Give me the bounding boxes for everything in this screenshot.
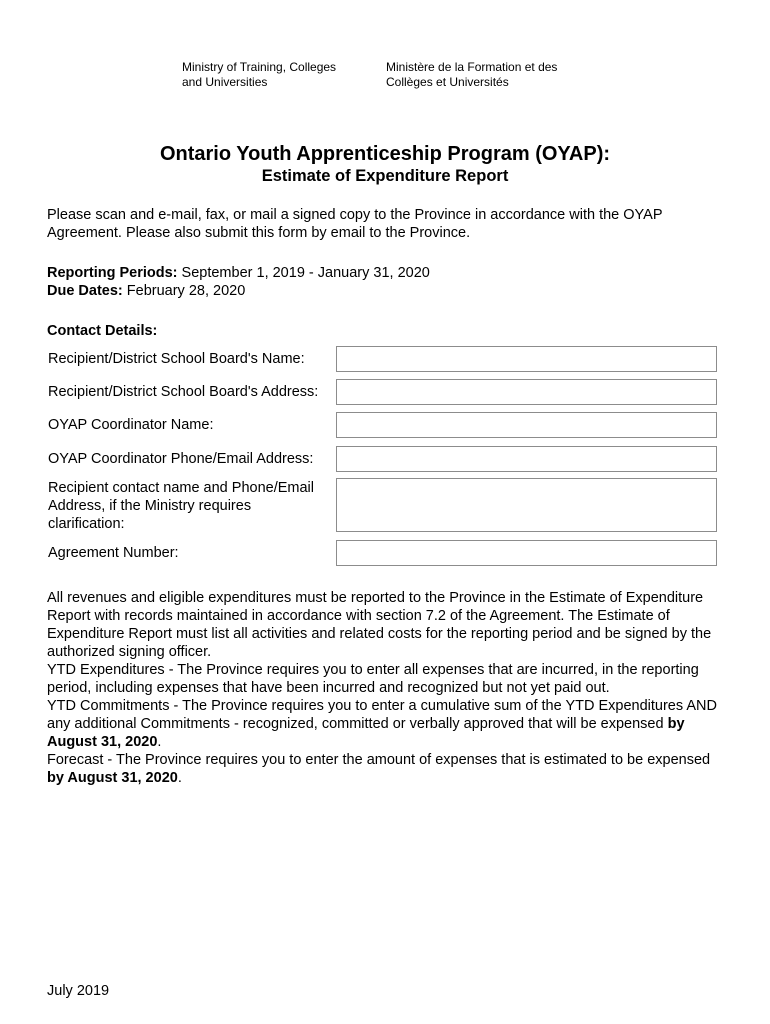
recipient-name-field[interactable] (336, 346, 717, 372)
due-dates-label: Due Dates: (47, 283, 123, 299)
ytd-commitments-text: YTD Commitments - The Province requires you to enter a cumulative sum of the YTD Expenditures AND any additional Commitments - recognized, committed or verbally approved that will be expensed (47, 698, 717, 732)
page-title: Ontario Youth Apprenticeship Program (OYAP): (159, 143, 611, 165)
agreement-number-label: Agreement Number: (48, 545, 179, 561)
recipient-contact-field[interactable] (336, 478, 717, 532)
contact-heading: Contact Details: (47, 323, 158, 339)
forecast-period: . (177, 770, 182, 786)
notes-ytd-expenditures: YTD Expenditures - The Province requires you to enter all expenses that are incurred, in the reporting period, including expenses that have been incurred and recognized but not yet paid out. (47, 662, 699, 696)
notes-block (47, 589, 727, 787)
recipient-address-label: Recipient/District School Board's Address: (48, 384, 319, 400)
notes-ytd-commitments (47, 697, 727, 751)
ministry-fr-line1: Ministère de la Formation et des (386, 60, 558, 74)
notes-intro: All revenues and eligible expenditures must be reported to the Province in the Estimate of Expenditure Report with records maintained in accordance with section 7.2 of the Agreement. The Estimate of Expenditure Report must list all activities and related costs for the reporting period and be signed by the authorized signing officer. (47, 590, 712, 660)
notes-forecast (47, 751, 727, 787)
forecast-text: Forecast - The Province requires you to enter the amount of expenses that is estimated to be expensed (47, 752, 711, 768)
footer-date: July 2019 (47, 983, 110, 999)
recipient-contact-label: Recipient contact name and Phone/Email Address, if the Ministry requires clarification: (48, 480, 314, 532)
recipient-address-field[interactable] (336, 379, 717, 405)
recipient-name-label: Recipient/District School Board's Name: (48, 351, 305, 367)
coordinator-name-field[interactable] (336, 412, 717, 438)
ministry-en-line2: and Universities (182, 75, 268, 89)
reporting-periods-label: Reporting Periods: (47, 265, 178, 281)
ministry-en-line1: Ministry of Training, Colleges (182, 60, 337, 74)
reporting-periods-value: September 1, 2019 - January 31, 2020 (177, 265, 430, 281)
coordinator-contact-label: OYAP Coordinator Phone/Email Address: (48, 451, 314, 467)
forecast-date: by August 31, 2020 (47, 770, 178, 786)
due-dates (47, 282, 727, 300)
coordinator-contact-field[interactable] (336, 446, 717, 472)
reporting-periods (47, 264, 727, 282)
ministry-name-fr (386, 60, 557, 90)
ministry-name-en (182, 60, 336, 90)
ytd-commitments-period: . (157, 734, 162, 750)
due-dates-value: February 28, 2020 (122, 283, 246, 299)
coordinator-name-label: OYAP Coordinator Name: (48, 417, 214, 433)
ministry-fr-line2: Collèges et Universités (386, 75, 509, 89)
agreement-number-field[interactable] (336, 540, 717, 566)
instructions-text: Please scan and e-mail, fax, or mail a signed copy to the Province in accordance with the OYAP Agreement. Please also submit this form by email to the Province. (47, 207, 663, 241)
page-subtitle: Estimate of Expenditure Report (261, 167, 509, 185)
ytd-commitments-date: by August 31, 2020 (47, 716, 685, 750)
